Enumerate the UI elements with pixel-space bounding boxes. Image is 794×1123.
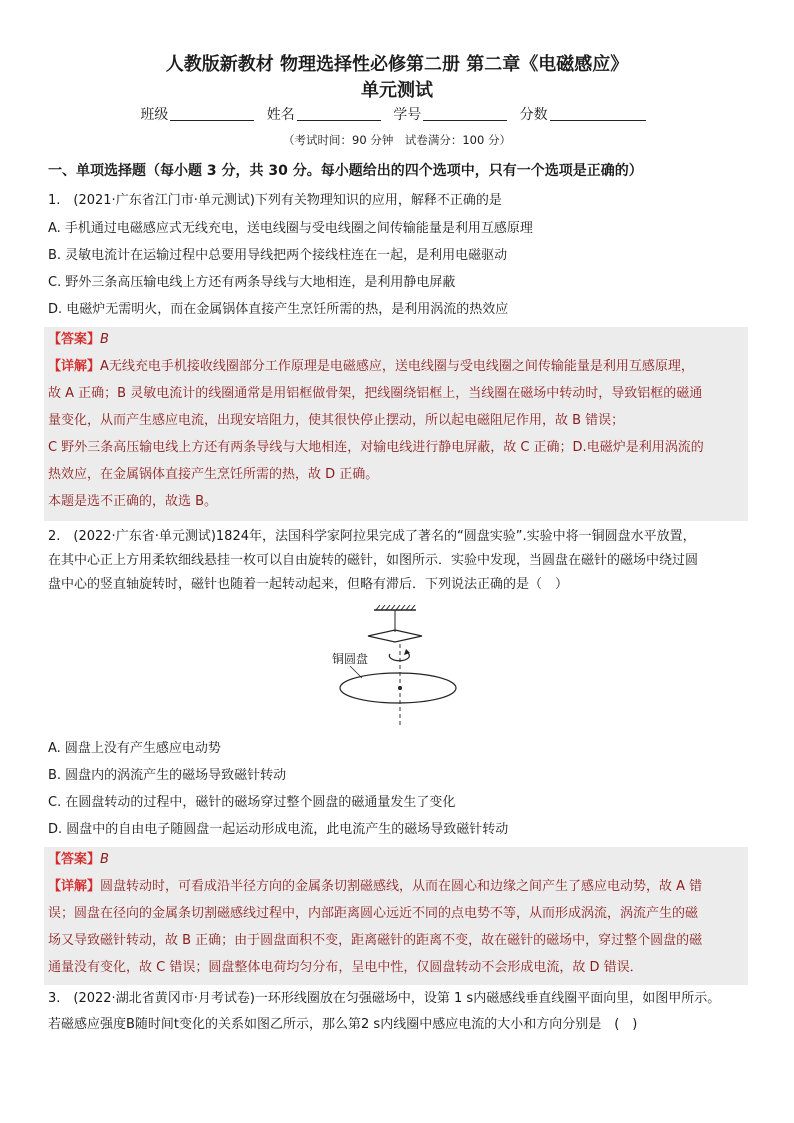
q2-option-b: B. 圆盘内的涡流产生的磁场导致磁针转动 bbox=[48, 768, 287, 783]
q3-stem-line-1: 3. (2022·湖北省黄冈市·月考试卷)一环形线圈放在匀强磁场中，设第 1 s内磁感线垂直线圈平面向里，如图甲所示。 bbox=[48, 991, 721, 1006]
q1-option-c: C. 野外三条高压输电线上方还有两条导线与大地相连，是利用静电屏蔽 bbox=[48, 275, 456, 290]
class-label: 班级 bbox=[140, 107, 169, 123]
q1-answer: B bbox=[100, 332, 109, 347]
detail-tag: 【详解】 bbox=[48, 879, 101, 894]
q1-option-b: B. 灵敏电流计在运输过程中总要用导线把两个接线柱连在一起，是利用电磁驱动 bbox=[48, 248, 508, 263]
q2-detail-line-3: 场又导致磁针转动，故 B 正确；由于圆盘面积不变，距离磁针的距离不变，故在磁针的磁场中，穿过整个圆盘的磁 bbox=[48, 933, 703, 948]
disk-experiment-figure bbox=[320, 604, 480, 734]
exam-info: （考试时间：90 分钟 试卷满分：100 分） bbox=[283, 133, 511, 147]
q1-detail-line-5: 热效应，在金属锅体直接产生烹饪所需的热，故 D 正确。 bbox=[48, 467, 379, 482]
score-label: 分数 bbox=[519, 107, 548, 123]
answer-tag: 【答案】 bbox=[48, 332, 101, 347]
id-label: 学号 bbox=[393, 107, 422, 123]
student-info-line bbox=[0, 104, 794, 124]
q2-option-c: C. 在圆盘转动的过程中，磁针的磁场穿过整个圆盘的磁通量发生了变化 bbox=[48, 795, 456, 810]
q1-answer-box bbox=[44, 327, 748, 521]
q2-detail-line-1: 【详解】圆盘转动时，可看成沿半径方向的金属条切割磁感线，从而在圆心和边缘之间产生了感应电动势，故 A 错 bbox=[48, 879, 703, 894]
name-blank[interactable] bbox=[297, 106, 381, 121]
q1-option-d: D. 电磁炉无需明火，而在金属锅体直接产生烹饪所需的热，是利用涡流的热效应 bbox=[48, 302, 509, 317]
q1-answer-line bbox=[48, 331, 109, 349]
q2-stem-line-1: 2. (2022·广东省·单元测试)1824年，法国科学家阿拉果完成了著名的“圆盘实验”.实验中将一铜圆盘水平放置， bbox=[48, 529, 696, 544]
disk-experiment-diagram bbox=[320, 604, 480, 734]
q2-answer-line bbox=[48, 851, 109, 869]
q1-option-a: A. 手机通过电磁感应式无线充电，送电线圈与受电线圈之间传输能量是利用互感原理 bbox=[48, 221, 533, 236]
q2-detail-line-4: 通量没有变化，故 C 错误；圆盘整体电荷均匀分布，呈电中性，仅圆盘转动不会形成电流，故 D 错误． bbox=[48, 960, 643, 975]
name-label: 姓名 bbox=[266, 107, 295, 123]
q1-detail-line-4: C 野外三条高压输电线上方还有两条导线与大地相连，对输电线进行静电屏蔽，故 C 正确；D.电磁炉是利用涡流的 bbox=[48, 440, 704, 455]
q1-detail-line-3: 量变化，从而产生感应电流，出现安培阻力，使其很快停止摆动，所以起电磁阻尼作用，故 B 错误； bbox=[48, 413, 625, 428]
q2-option-a: A. 圆盘上没有产生感应电动势 bbox=[48, 741, 221, 756]
score-blank[interactable] bbox=[550, 106, 646, 121]
q2-option-d: D. 圆盘中的自由电子随圆盘一起运动形成电流，此电流产生的磁场导致磁针转动 bbox=[48, 822, 509, 837]
q1-detail-line-6: 本题是选不正确的，故选 B。 bbox=[48, 494, 218, 509]
section-heading: 一、单项选择题（每小题 3 分，共 30 分。每小题给出的四个选项中，只有一个选项是正确的） bbox=[48, 163, 643, 179]
id-blank[interactable] bbox=[423, 106, 507, 121]
page-title: 人教版新教材 物理选择性必修第二册 第二章《电磁感应》 bbox=[165, 54, 629, 75]
disk-label: 铜圆盘 bbox=[332, 652, 369, 666]
page-subtitle: 单元测试 bbox=[361, 80, 433, 101]
q2-stem-line-2: 在其中心正上方用柔软细线悬挂一枚可以自由旋转的磁针，如图所示．实验中发现，当圆盘在磁针的磁场中绕过圆 bbox=[48, 553, 699, 568]
answer-tag: 【答案】 bbox=[48, 852, 101, 867]
q2-answer-box bbox=[44, 847, 748, 985]
q1-detail-line-1: 【详解】A无线充电手机接收线圈部分工作原理是电磁感应，送电线圈与受电线圈之间传输能量是利用互感原理， bbox=[48, 359, 694, 374]
q2-stem-line-3: 盘中心的竖直轴旋转时，磁针也随着一起转动起来，但略有滞后．下列说法正确的是（ ） bbox=[48, 577, 569, 592]
q2-answer: B bbox=[100, 852, 109, 867]
q1-stem: 1. (2021·广东省江门市·单元测试)下列有关物理知识的应用，解释不正确的是 bbox=[48, 193, 502, 208]
q3-stem-line-2: 若磁感应强度B随时间t变化的关系如图乙所示，那么第2 s内线圈中感应电流的大小和方向分别是 ( ) bbox=[48, 1017, 638, 1032]
q1-detail-line-2: 故 A 正确；B 灵敏电流计的线圈通常是用铝框做骨架，把线圈绕铝框上，当线圈在磁场中转动时，导致铝框的磁通 bbox=[48, 386, 703, 401]
q2-detail-line-2: 误；圆盘在径向的金属条切割磁感线过程中，内部距离圆心远近不同的点电势不等，从而形成涡流，涡流产生的磁 bbox=[48, 906, 699, 921]
class-blank[interactable] bbox=[170, 106, 254, 121]
detail-tag: 【详解】 bbox=[48, 359, 101, 374]
